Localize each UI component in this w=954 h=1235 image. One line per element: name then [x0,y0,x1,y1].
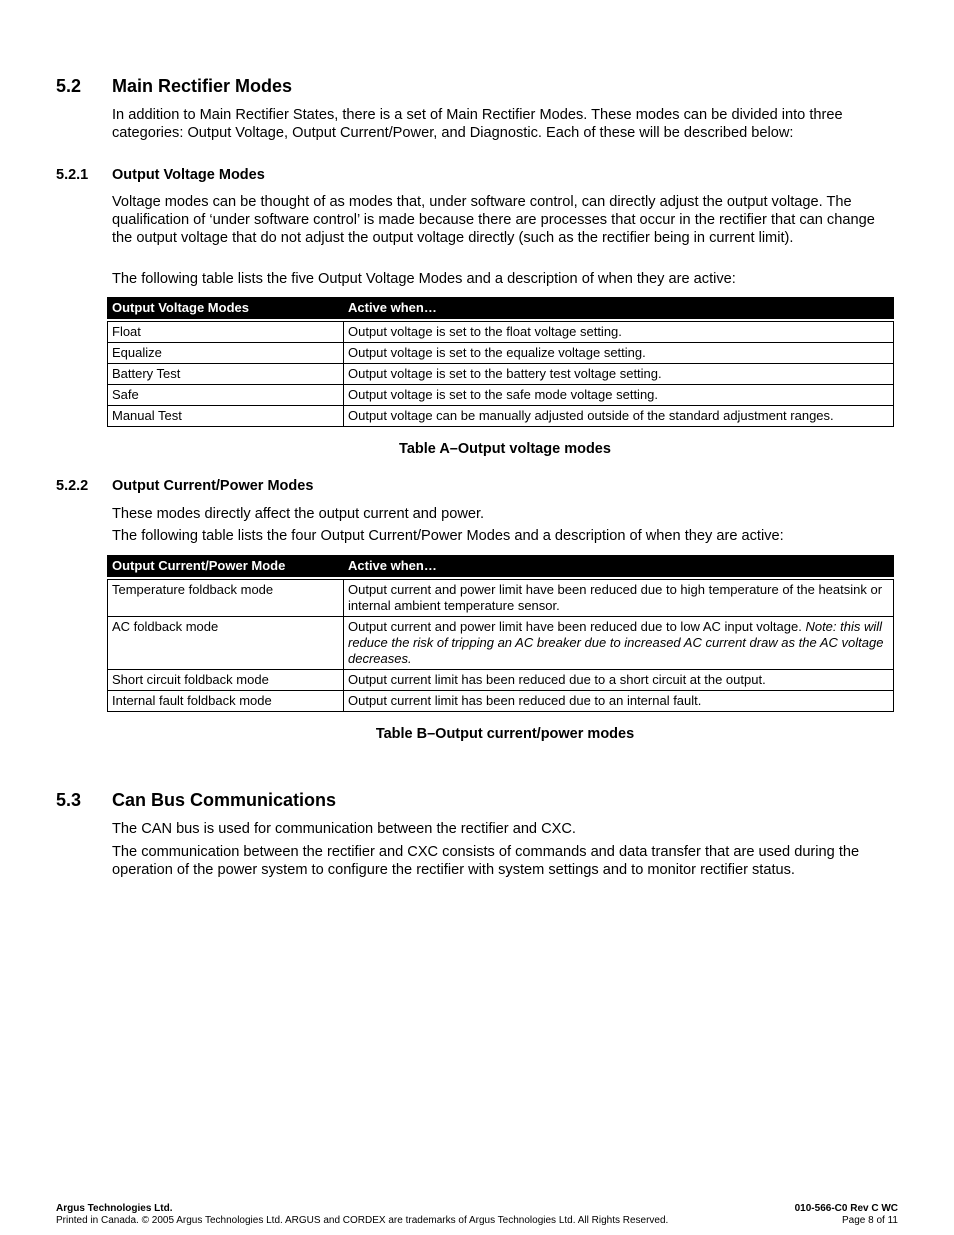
mode-cell: Temperature foldback mode [108,580,344,617]
table-row [108,670,894,691]
description-text: Output current and power limit have been reduced due to low AC input voltage. [348,619,806,634]
section-heading-5-2 [56,75,292,97]
mode-cell: Manual Test [108,406,344,427]
table-row [108,580,894,617]
description-cell: Output voltage is set to the equalize voltage setting. [344,343,894,364]
table-header-row [108,298,894,319]
description-cell: Output current limit has been reduced due to an internal fault. [344,691,894,712]
mode-cell: Internal fault foldback mode [108,691,344,712]
description-cell: Output current limit has been reduced due to a short circuit at the output. [344,670,894,691]
description-cell: Output voltage is set to the battery test voltage setting. [344,364,894,385]
section-number: 5.2.1 [56,167,89,183]
table-header-mode: Output Current/Power Mode [108,556,344,577]
description-cell: Output current and power limit have been reduced due to high temperature of the heatsink or internal ambient temperature sensor. [344,580,894,617]
section-title: Output Current/Power Modes [112,478,314,494]
footer-company: Argus Technologies Ltd. [56,1203,173,1214]
table-row [108,617,894,670]
table-row [108,691,894,712]
table-a-caption: Table A–Output voltage modes [399,441,611,457]
can-bus-details: The communication between the rectifier and CXC consists of commands and data transfer that are used during the operation of the power system to configure the rectifier with system settings and to monitor rectifier status. [112,844,860,878]
section-heading-5-3 [56,789,336,811]
table-header-mode: Output Voltage Modes [108,298,344,319]
section-title: Can Bus Communications [112,790,337,810]
mode-cell: Equalize [108,343,344,364]
mode-cell: Short circuit foldback mode [108,670,344,691]
section-title: Main Rectifier Modes [112,76,293,96]
description-cell: Output voltage can be manually adjusted outside of the standard adjustment ranges. [344,406,894,427]
section-intro: In addition to Main Rectifier States, there is a set of Main Rectifier Modes. These modes can be divided into three categories: Output Voltage, Output Current/Power, and Diagnostic. Each of these will be described below: [112,107,843,141]
output-voltage-modes-table [107,297,894,427]
table-row [108,385,894,406]
section-heading-5-2-2 [56,477,313,495]
footer-page-number: Page 8 of 11 [842,1215,898,1226]
mode-cell: Float [108,322,344,343]
description-cell: Output voltage is set to the float voltage setting. [344,322,894,343]
table-row [108,364,894,385]
table-row [108,322,894,343]
table-header-row [108,556,894,577]
description-note: Note: this will reduce the risk of tripping an AC breaker due to increased AC current draw as the AC voltage decreases. [348,619,884,666]
section-number: 5.2 [56,76,82,96]
section-heading-5-2-1 [56,166,265,184]
voltage-modes-description: Voltage modes can be thought of as modes that, under software control, can directly adjust the output voltage. The qualification of ‘under software control’ is made because there are processes that occur in the rectifier that can change the output voltage that do not adjust the output voltage directly (such as the rectifier being in current limit). [112,194,875,246]
description-cell: Output voltage is set to the safe mode voltage setting. [344,385,894,406]
page-footer [56,1203,898,1227]
section-title: Output Voltage Modes [112,167,265,183]
table-row [108,406,894,427]
voltage-modes-table-intro: The following table lists the five Output Voltage Modes and a description of when they are active: [112,271,736,287]
description-cell [344,617,894,670]
can-bus-description: The CAN bus is used for communication between the rectifier and CXC. [112,821,576,837]
current-power-modes-description: These modes directly affect the output current and power. [112,506,485,522]
table-b-caption: Table B–Output current/power modes [375,726,635,742]
table-header-active-when: Active when… [344,298,894,319]
section-number: 5.2.2 [56,478,89,494]
table-header-active-when: Active when… [344,556,894,577]
table-row [108,343,894,364]
mode-cell: AC foldback mode [108,617,344,670]
mode-cell: Safe [108,385,344,406]
footer-copyright: Printed in Canada. © 2005 Argus Technologies Ltd. ARGUS and CORDEX are trademarks of Argus Technologies Ltd. All Rights Reserved. [56,1215,669,1226]
section-number: 5.3 [56,790,82,810]
output-current-power-modes-table [107,555,894,712]
mode-cell: Battery Test [108,364,344,385]
footer-doc-id: 010-566-C0 Rev C WC [794,1203,898,1214]
current-power-modes-table-intro: The following table lists the four Output Current/Power Modes and a description of when they are active: [112,528,784,544]
